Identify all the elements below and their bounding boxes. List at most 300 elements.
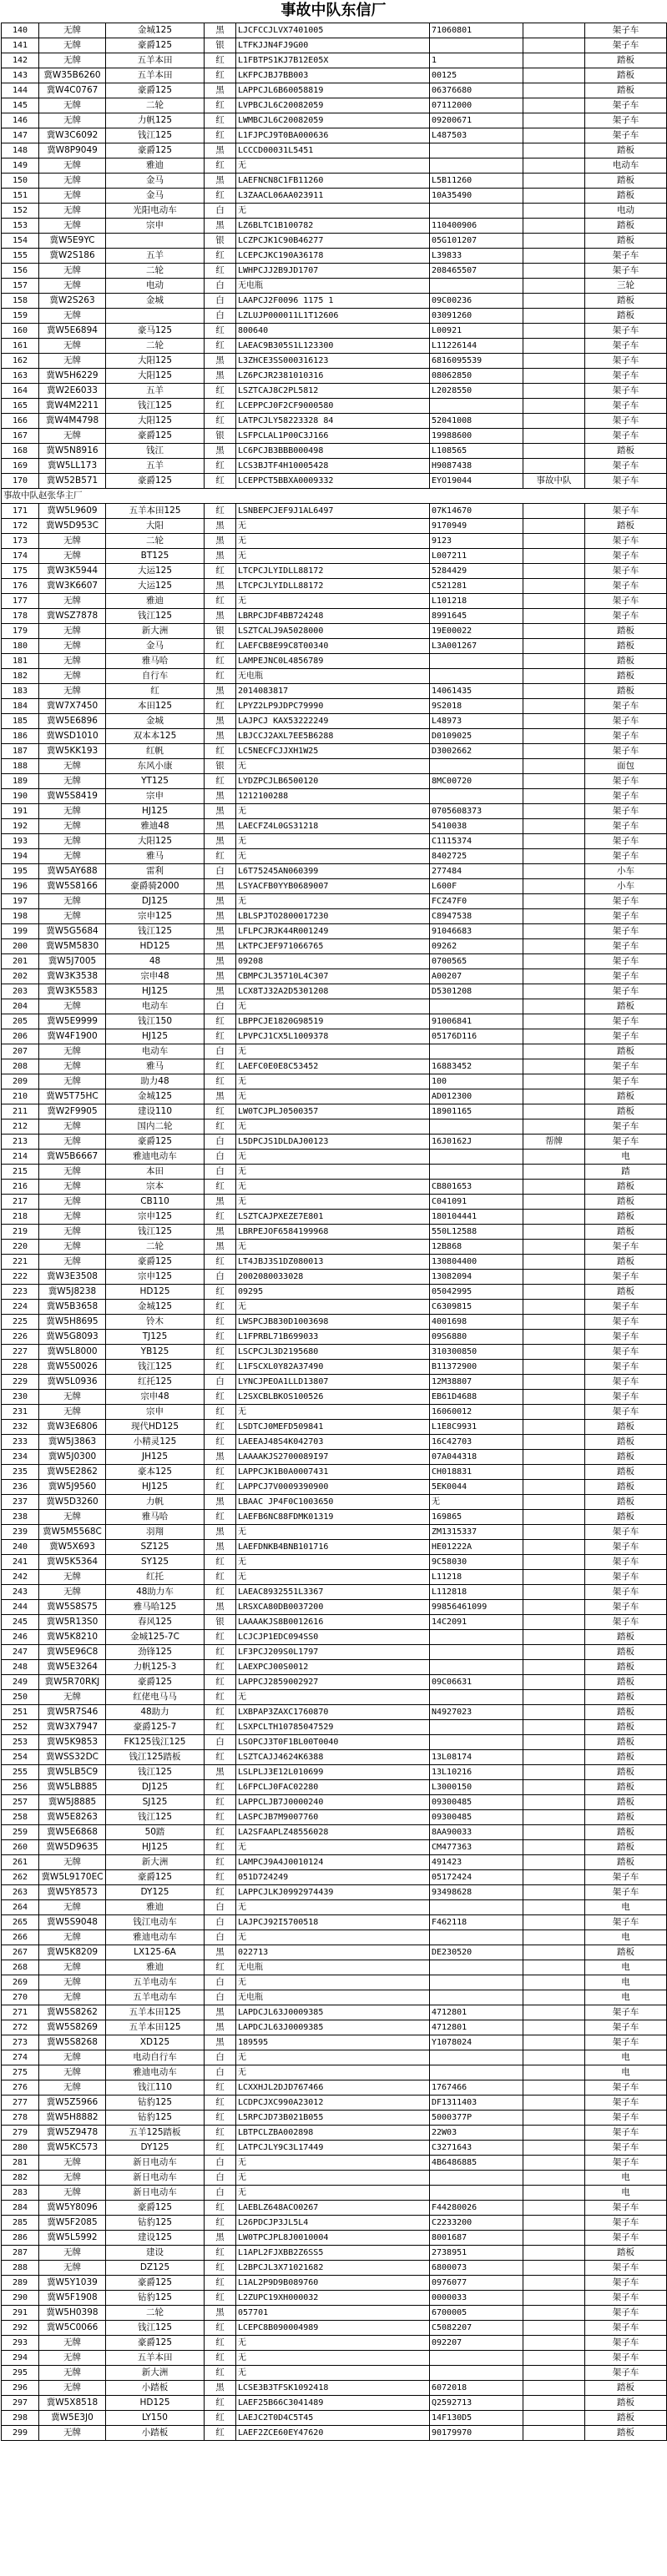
vehicle-model-cell: 豪爵125 — [106, 474, 205, 489]
vin-number-cell: LATPCJLY58223328 84 — [236, 414, 430, 429]
vehicle-color-cell: 红 — [205, 1465, 236, 1480]
table-row — [2, 804, 667, 819]
plate-number-cell: 冀W5K8209 — [39, 1945, 106, 1960]
plate-number-cell: 冀W5T75HC — [39, 1089, 106, 1104]
plate-number-cell: 无牌 — [39, 1585, 106, 1600]
remark-cell — [523, 444, 585, 459]
plate-number-cell: 无牌 — [39, 1044, 106, 1059]
vin-number-cell: 无 — [236, 204, 430, 219]
table-row — [2, 1029, 667, 1044]
table-row — [2, 1465, 667, 1480]
vehicle-color-cell: 黑 — [205, 219, 236, 234]
table-row — [2, 1255, 667, 1270]
row-number-cell: 263 — [2, 1885, 39, 1900]
vin-number-cell: L2ZUPC19XH000032 — [236, 2291, 430, 2306]
engine-number-cell — [430, 279, 523, 294]
table-row — [2, 174, 667, 189]
vehicle-type-cell: 架子车 — [585, 249, 667, 264]
engine-number-cell: 6072018 — [430, 2381, 523, 2396]
vin-number-cell: LBRPEJOF6584199968 — [236, 1225, 430, 1240]
vehicle-type-cell: 踏板 — [585, 1945, 667, 1960]
plate-number-cell: 无牌 — [39, 429, 106, 444]
vin-number-cell: 无 — [236, 1840, 430, 1855]
remark-cell — [523, 1029, 585, 1044]
table-row — [2, 954, 667, 969]
table-row — [2, 744, 667, 759]
table-row — [2, 414, 667, 429]
row-number-cell: 219 — [2, 1225, 39, 1240]
vehicle-model-cell: 雅马 — [106, 849, 205, 864]
plate-number-cell: 冀W5KC573 — [39, 2141, 106, 2156]
vehicle-type-cell: 踏板 — [585, 1720, 667, 1735]
plate-number-cell: 无牌 — [39, 2261, 106, 2276]
vehicle-color-cell: 红 — [205, 594, 236, 609]
engine-number-cell: ZM1315337 — [430, 1525, 523, 1540]
remark-cell — [523, 1555, 585, 1570]
engine-number-cell: 09300485 — [430, 1810, 523, 1825]
vehicle-model-cell: 力帆 — [106, 1495, 205, 1510]
vehicle-type-cell: 架子车 — [585, 2231, 667, 2246]
vehicle-color-cell: 白 — [205, 1735, 236, 1750]
vehicle-color-cell: 红 — [205, 699, 236, 714]
remark-cell: 事故中队 — [523, 474, 585, 489]
vin-number-cell: 无 — [236, 594, 430, 609]
vehicle-model-cell: 雅马哈 — [106, 654, 205, 669]
vehicle-model-cell: 国内二轮 — [106, 1119, 205, 1135]
vehicle-color-cell: 红 — [205, 1210, 236, 1225]
vin-number-cell: L5DPCJS1DLDAJ00123 — [236, 1135, 430, 1150]
vehicle-type-cell: 踏板 — [585, 143, 667, 158]
plate-number-cell: 无牌 — [39, 38, 106, 53]
vehicle-type-cell: 架子车 — [585, 504, 667, 519]
plate-number-cell: 无牌 — [39, 1165, 106, 1180]
plate-number-cell: 无牌 — [39, 1210, 106, 1225]
vehicle-model-cell: 五羊本田125 — [106, 504, 205, 519]
vehicle-type-cell: 架子车 — [585, 1585, 667, 1600]
engine-number-cell: 91046683 — [430, 924, 523, 939]
plate-number-cell: 冀W5X693 — [39, 1540, 106, 1555]
vehicle-type-cell: 架子车 — [585, 1014, 667, 1029]
vehicle-color-cell: 红 — [205, 339, 236, 354]
vehicle-color-cell: 黑 — [205, 1525, 236, 1540]
vehicle-model-cell: 豪爵125 — [106, 38, 205, 53]
vehicle-model-cell: 五羊电动车 — [106, 1975, 205, 1990]
vin-number-cell: 无 — [236, 759, 430, 774]
vin-number-cell: LAAAAKJS2700089I97 — [236, 1450, 430, 1465]
table-row — [2, 2035, 667, 2050]
vehicle-model-cell: LX125-6A — [106, 1945, 205, 1960]
plate-number-cell: 无牌 — [39, 684, 106, 699]
remark-cell — [523, 68, 585, 83]
row-number-cell: 262 — [2, 1870, 39, 1885]
engine-number-cell — [430, 1044, 523, 1059]
vehicle-color-cell: 银 — [205, 234, 236, 249]
row-number-cell: 260 — [2, 1840, 39, 1855]
table-row — [2, 774, 667, 789]
plate-number-cell: 冀W5L9170EC — [39, 1870, 106, 1885]
vehicle-color-cell: 红 — [205, 1360, 236, 1375]
engine-number-cell: D0109025 — [430, 729, 523, 744]
engine-number-cell: 05042995 — [430, 1285, 523, 1300]
plate-number-cell: 冀W5L0936 — [39, 1375, 106, 1390]
engine-number-cell: 8AA90033 — [430, 1825, 523, 1840]
vin-number-cell: 无 — [236, 834, 430, 849]
table-row — [2, 834, 667, 849]
vehicle-color-cell: 红 — [205, 1014, 236, 1029]
plate-number-cell: 无牌 — [39, 2050, 106, 2065]
plate-number-cell: 无牌 — [39, 264, 106, 279]
row-number-cell: 183 — [2, 684, 39, 699]
vin-number-cell: LSZTCALJ9A5028000 — [236, 624, 430, 639]
remark-cell — [523, 834, 585, 849]
engine-number-cell — [430, 1990, 523, 2005]
vehicle-type-cell: 架子车 — [585, 924, 667, 939]
plate-number-cell: 无牌 — [39, 1960, 106, 1975]
vehicle-model-cell: 春风125 — [106, 1615, 205, 1630]
remark-cell — [523, 2050, 585, 2065]
vin-number-cell: LAECFZ4L0GS31218 — [236, 819, 430, 834]
engine-number-cell: CH018831 — [430, 1465, 523, 1480]
remark-cell — [523, 549, 585, 564]
vehicle-color-cell: 红 — [205, 564, 236, 579]
engine-number-cell: 4B6486885 — [430, 2156, 523, 2171]
row-number-cell: 285 — [2, 2216, 39, 2231]
vehicle-color-cell: 红 — [205, 2080, 236, 2096]
vin-number-cell: LAEF2ZCE60EY47620 — [236, 2426, 430, 2441]
row-number-cell: 269 — [2, 1975, 39, 1990]
vin-number-cell: LWSPCJB830D1003698 — [236, 1315, 430, 1330]
vehicle-color-cell: 黑 — [205, 143, 236, 158]
vehicle-model-cell: 雅迪电动车 — [106, 1150, 205, 1165]
engine-number-cell: L007211 — [430, 549, 523, 564]
vehicle-type-cell: 架子车 — [585, 1885, 667, 1900]
remark-cell — [523, 1465, 585, 1480]
vin-number-cell: 051D724249 — [236, 1870, 430, 1885]
vehicle-model-cell: 雅迪电动车 — [106, 1930, 205, 1945]
plate-number-cell: 冀W5Z5966 — [39, 2096, 106, 2111]
vehicle-color-cell: 红 — [205, 128, 236, 143]
vehicle-color-cell: 红 — [205, 1585, 236, 1600]
remark-cell — [523, 1945, 585, 1960]
vehicle-model-cell: 豪爵125 — [106, 143, 205, 158]
vin-number-cell: LF3PCJ209S0L1797 — [236, 1645, 430, 1660]
plate-number-cell: 无牌 — [39, 23, 106, 38]
vin-number-cell: CBMPCJL35710L4C307 — [236, 969, 430, 984]
engine-number-cell: CM477363 — [430, 1840, 523, 1855]
vin-number-cell: 无电瓶 — [236, 1960, 430, 1975]
table-row — [2, 2291, 667, 2306]
vehicle-color-cell: 黑 — [205, 714, 236, 729]
engine-number-cell: C5082207 — [430, 2321, 523, 2336]
vehicle-color-cell: 红 — [205, 1510, 236, 1525]
table-row — [2, 969, 667, 984]
engine-number-cell — [430, 158, 523, 174]
engine-number-cell: 0000033 — [430, 2291, 523, 2306]
vehicle-model-cell: 豪爵125 — [106, 1135, 205, 1150]
remark-cell — [523, 2005, 585, 2020]
row-number-cell: 279 — [2, 2126, 39, 2141]
vehicle-color-cell: 黑 — [205, 2381, 236, 2396]
row-number-cell: 162 — [2, 354, 39, 369]
vehicle-type-cell: 踏板 — [585, 639, 667, 654]
remark-cell — [523, 789, 585, 804]
vehicle-type-cell: 架子车 — [585, 2111, 667, 2126]
row-number-cell: 203 — [2, 984, 39, 999]
row-number-cell: 181 — [2, 654, 39, 669]
plate-number-cell: 冀W5J0300 — [39, 1450, 106, 1465]
engine-number-cell: 93498628 — [430, 1885, 523, 1900]
row-number-cell: 182 — [2, 669, 39, 684]
vehicle-color-cell: 黑 — [205, 879, 236, 894]
vehicle-type-cell: 架子车 — [585, 1570, 667, 1585]
table-row — [2, 459, 667, 474]
vehicle-model-cell: 五羊125踏板 — [106, 2126, 205, 2141]
vin-number-cell: 无 — [236, 2351, 430, 2366]
row-number-cell: 175 — [2, 564, 39, 579]
vehicle-color-cell: 红 — [205, 1059, 236, 1074]
table-row — [2, 1930, 667, 1945]
vehicle-model-cell: 钱江125 — [106, 128, 205, 143]
table-row — [2, 2321, 667, 2336]
remark-cell — [523, 1765, 585, 1780]
table-row — [2, 1330, 667, 1345]
plate-number-cell: 冀W5E2862 — [39, 1465, 106, 1480]
vehicle-model-cell: 新日电动车 — [106, 2171, 205, 2186]
table-row — [2, 1480, 667, 1495]
vehicle-model-cell: 新大洲 — [106, 2366, 205, 2381]
table-row — [2, 1089, 667, 1104]
engine-number-cell: D3002662 — [430, 744, 523, 759]
vehicle-model-cell: 48助力车 — [106, 1585, 205, 1600]
row-number-cell: 250 — [2, 1690, 39, 1705]
engine-number-cell: EYO19044 — [430, 474, 523, 489]
table-row — [2, 1735, 667, 1750]
table-row — [2, 68, 667, 83]
vehicle-model-cell: 钱江125 — [106, 399, 205, 414]
vehicle-model-cell: 钱江125 — [106, 1360, 205, 1375]
table-row — [2, 879, 667, 894]
row-number-cell: 205 — [2, 1014, 39, 1029]
engine-number-cell: 5410038 — [430, 819, 523, 834]
row-number-cell: 164 — [2, 384, 39, 399]
vehicle-color-cell: 红 — [205, 2426, 236, 2441]
plate-number-cell: 冀W5D953C — [39, 519, 106, 534]
vin-number-cell: L1APL2FJXBB2Z6SS5 — [236, 2246, 430, 2261]
vehicle-type-cell: 踏板 — [585, 2426, 667, 2441]
plate-number-cell: 冀W5J3863 — [39, 1435, 106, 1450]
row-number-cell: 173 — [2, 534, 39, 549]
table-row — [2, 113, 667, 128]
plate-number-cell: 无牌 — [39, 1990, 106, 2005]
vehicle-model-cell: 五羊本田125 — [106, 2005, 205, 2020]
engine-number-cell: 08062850 — [430, 369, 523, 384]
table-row — [2, 999, 667, 1014]
plate-number-cell: 无牌 — [39, 1180, 106, 1195]
table-row — [2, 1915, 667, 1930]
engine-number-cell: 19988600 — [430, 429, 523, 444]
plate-number-cell: 冀W5N8916 — [39, 444, 106, 459]
remark-cell — [523, 2336, 585, 2351]
vehicle-model-cell: 红托 — [106, 1570, 205, 1585]
vin-number-cell: LAEAC9B305S1L123300 — [236, 339, 430, 354]
vin-number-cell: 09295 — [236, 1285, 430, 1300]
vehicle-model-cell: 宗申125 — [106, 1210, 205, 1225]
vehicle-model-cell: 豪爵骑2000 — [106, 879, 205, 894]
vehicle-type-cell: 踏板 — [585, 1104, 667, 1119]
table-row — [2, 264, 667, 279]
vehicle-model-cell: YT125 — [106, 774, 205, 789]
remark-cell — [523, 2276, 585, 2291]
table-row — [2, 1150, 667, 1165]
vehicle-color-cell: 红 — [205, 504, 236, 519]
vehicle-type-cell: 架子车 — [585, 354, 667, 369]
vehicle-color-cell: 白 — [205, 1375, 236, 1390]
vehicle-color-cell: 红 — [205, 1555, 236, 1570]
plate-number-cell: 冀W5D9635 — [39, 1840, 106, 1855]
row-number-cell: 278 — [2, 2111, 39, 2126]
vin-number-cell: L1AL2P9D9B089760 — [236, 2276, 430, 2291]
plate-number-cell: 无牌 — [39, 1135, 106, 1150]
vehicle-model-cell: 五羊本田 — [106, 2351, 205, 2366]
row-number-cell: 241 — [2, 1555, 39, 1570]
vin-number-cell: LBLSPJTO2800017230 — [236, 909, 430, 924]
plate-number-cell: 无牌 — [39, 2186, 106, 2201]
remark-cell — [523, 564, 585, 579]
section-label: 事故中队赵张华主厂 — [2, 489, 667, 504]
table-row — [2, 2336, 667, 2351]
remark-cell — [523, 744, 585, 759]
vehicle-type-cell: 架子车 — [585, 2306, 667, 2321]
vin-number-cell: 无 — [236, 999, 430, 1014]
engine-number-cell: 16J0162J — [430, 1135, 523, 1150]
vehicle-color-cell: 红 — [205, 324, 236, 339]
plate-number-cell: 冀W3K5583 — [39, 984, 106, 999]
engine-number-cell: L101218 — [430, 594, 523, 609]
plate-number-cell: 冀W3X7947 — [39, 1720, 106, 1735]
vehicle-color-cell: 红 — [205, 849, 236, 864]
vehicle-model-cell: SZ125 — [106, 1540, 205, 1555]
vehicle-model-cell: 豪马125 — [106, 324, 205, 339]
row-number-cell: 171 — [2, 504, 39, 519]
engine-number-cell: 16C42703 — [430, 1435, 523, 1450]
vehicle-type-cell: 踏板 — [585, 1705, 667, 1720]
remark-cell — [523, 1119, 585, 1135]
vin-number-cell: 无 — [236, 1074, 430, 1089]
vin-number-cell: LWMBCJL6C20082059 — [236, 113, 430, 128]
engine-number-cell: 180104441 — [430, 1210, 523, 1225]
vin-number-cell: LKTPCJEF971066765 — [236, 939, 430, 954]
table-row — [2, 2231, 667, 2246]
vehicle-color-cell: 黑 — [205, 1600, 236, 1615]
vin-number-cell: LYNCJPEOA1LLD13807 — [236, 1375, 430, 1390]
row-number-cell: 288 — [2, 2261, 39, 2276]
plate-number-cell: 冀W5AY688 — [39, 864, 106, 879]
vehicle-color-cell: 黑 — [205, 609, 236, 624]
vehicle-type-cell: 架子车 — [585, 564, 667, 579]
vehicle-model-cell: 钱江125踏板 — [106, 1750, 205, 1765]
vehicle-color-cell: 黑 — [205, 684, 236, 699]
vehicle-color-cell: 红 — [205, 459, 236, 474]
vehicle-type-cell: 架子车 — [585, 744, 667, 759]
vehicle-model-cell: 48助力 — [106, 1705, 205, 1720]
row-number-cell: 226 — [2, 1330, 39, 1345]
remark-cell — [523, 2381, 585, 2396]
remark-cell — [523, 2306, 585, 2321]
plate-number-cell: 冀W5E6894 — [39, 324, 106, 339]
vehicle-model-cell: 大运125 — [106, 564, 205, 579]
row-number-cell: 283 — [2, 2186, 39, 2201]
vehicle-type-cell: 架子车 — [585, 339, 667, 354]
table-row — [2, 1870, 667, 1885]
vehicle-model-cell: 建设110 — [106, 1104, 205, 1119]
vehicle-type-cell: 踏板 — [585, 2246, 667, 2261]
vehicle-model-cell: 本田 — [106, 1165, 205, 1180]
row-number-cell: 235 — [2, 1465, 39, 1480]
remark-cell — [523, 143, 585, 158]
vehicle-model-cell: 金城 — [106, 294, 205, 309]
row-number-cell: 193 — [2, 834, 39, 849]
engine-number-cell: L3000150 — [430, 1780, 523, 1795]
engine-number-cell: 0700565 — [430, 954, 523, 969]
vehicle-model-cell — [106, 309, 205, 324]
vehicle-type-cell: 架子车 — [585, 1300, 667, 1315]
remark-cell — [523, 1345, 585, 1360]
plate-number-cell: 无牌 — [39, 849, 106, 864]
vehicle-type-cell: 架子车 — [585, 429, 667, 444]
vehicle-type-cell: 电 — [585, 2065, 667, 2080]
table-row — [2, 1780, 667, 1795]
engine-number-cell — [430, 1630, 523, 1645]
vehicle-type-cell: 架子车 — [585, 2096, 667, 2111]
vehicle-type-cell: 架子车 — [585, 2156, 667, 2171]
row-number-cell: 234 — [2, 1450, 39, 1465]
remark-cell — [523, 774, 585, 789]
vehicle-color-cell: 白 — [205, 1150, 236, 1165]
section-row — [2, 489, 667, 504]
plate-number-cell: 无牌 — [39, 1240, 106, 1255]
vehicle-color-cell: 白 — [205, 2171, 236, 2186]
vehicle-type-cell: 架子车 — [585, 113, 667, 128]
plate-number-cell: 冀W5L8000 — [39, 1345, 106, 1360]
plate-number-cell: 冀W5R13S0 — [39, 1615, 106, 1630]
table-row — [2, 399, 667, 414]
remark-cell — [523, 1720, 585, 1735]
row-number-cell: 255 — [2, 1765, 39, 1780]
vin-number-cell: LAEFC0E0E8C53452 — [236, 1059, 430, 1074]
table-row — [2, 639, 667, 654]
remark-cell — [523, 1390, 585, 1405]
engine-number-cell: 09262 — [430, 939, 523, 954]
remark-cell — [523, 1585, 585, 1600]
vehicle-color-cell: 红 — [205, 1645, 236, 1660]
row-number-cell: 202 — [2, 969, 39, 984]
remark-cell — [523, 1885, 585, 1900]
vin-number-cell: LKFPCJBJ7BB003 — [236, 68, 430, 83]
table-row — [2, 1900, 667, 1915]
remark-cell — [523, 2246, 585, 2261]
vehicle-model-cell: 雅迪 — [106, 1900, 205, 1915]
remark-cell — [523, 279, 585, 294]
vin-number-cell: LCS3BJTF4H10005428 — [236, 459, 430, 474]
vehicle-model-cell: 大阳 — [106, 519, 205, 534]
vehicle-color-cell: 红 — [205, 158, 236, 174]
engine-number-cell: C041091 — [430, 1195, 523, 1210]
row-number-cell: 261 — [2, 1855, 39, 1870]
plate-number-cell: 冀W8P9049 — [39, 143, 106, 158]
table-row — [2, 1044, 667, 1059]
engine-number-cell — [430, 789, 523, 804]
engine-number-cell: CB801653 — [430, 1180, 523, 1195]
